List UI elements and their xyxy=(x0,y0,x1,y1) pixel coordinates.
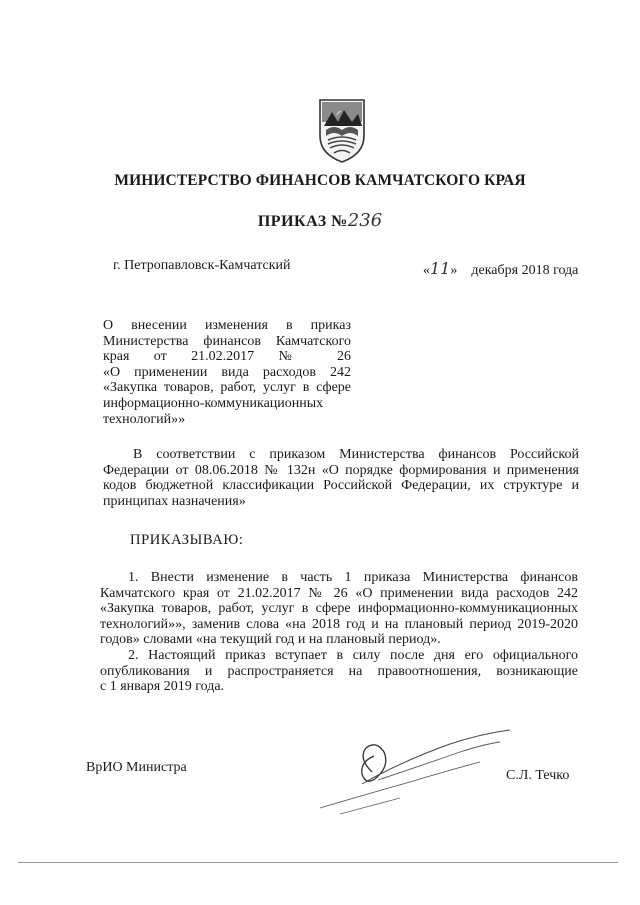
ministry-heading: МИНИСТЕРСТВО ФИНАНСОВ КАМЧАТСКОГО КРАЯ xyxy=(114,172,526,189)
day-quote-close: » xyxy=(450,263,458,278)
item-line: Камчатского края от 21.02.2017 № 26 «О применении вида расходов 242 xyxy=(100,585,578,601)
signer-name: С.Л. Течко xyxy=(506,768,570,783)
order-heading xyxy=(0,210,640,231)
order-items xyxy=(100,570,578,695)
title-line: О внесении изменения в приказ xyxy=(103,318,351,333)
item-line: 2. Настоящий приказ вступает в силу после дня его официального xyxy=(128,647,578,663)
month-year: декабря 2018 года xyxy=(471,263,579,278)
order-label: ПРИКАЗ № xyxy=(257,213,348,230)
title-line: информационно-коммуникационных xyxy=(103,395,324,411)
day-number: 11 xyxy=(430,259,451,278)
orders-word: ПРИКАЗЫВАЮ: xyxy=(130,532,244,548)
preamble-line: Федерации от 08.06.2018 № 132н «О порядке формирования и применения xyxy=(103,462,579,478)
title-line: технологий»» xyxy=(103,411,186,427)
preamble-paragraph xyxy=(103,447,579,509)
item-line: годов» словами «на текущий год и на плановый период». xyxy=(100,632,441,648)
item-line: технологий»», заменив слова «на 2018 год и на плановый период 2019-2020 xyxy=(100,616,578,632)
title-line: Министерства финансов Камчатского xyxy=(103,333,351,349)
preamble-line: В соответствии с приказом Министерства финансов Российской xyxy=(133,447,579,462)
city-text: г. Петропавловск-Камчатский xyxy=(113,258,291,273)
item-line: 1. Внести изменение в часть 1 приказа Министерства финансов xyxy=(128,570,578,585)
preamble-line: кодов бюджетной классификации Российской Федерации, их структуре и xyxy=(103,478,579,494)
order-date xyxy=(423,259,578,279)
title-line: «О применении вида расходов 242 xyxy=(103,364,351,380)
coat-of-arms-icon xyxy=(316,96,368,166)
order-title xyxy=(103,318,351,427)
signer-position: ВрИО Министра xyxy=(86,760,187,775)
bottom-divider xyxy=(18,862,618,863)
preamble-line: принципах назначения» xyxy=(103,493,246,509)
title-line: «Закупка товаров, работ, услуг в сфере xyxy=(103,380,351,396)
handwritten-signature-icon xyxy=(300,722,520,822)
title-line: края от 21.02.2017 № 26 xyxy=(103,349,351,365)
item-line: опубликования и распространяется на правоотношения, возникающие xyxy=(100,663,578,679)
day-quote-open: « xyxy=(423,263,430,278)
order-number: 236 xyxy=(347,210,383,231)
item-line: «Закупка товаров, работ, услуг в сфере информационно-коммуникационных xyxy=(100,601,578,617)
item-line: с 1 января 2019 года. xyxy=(100,679,225,695)
